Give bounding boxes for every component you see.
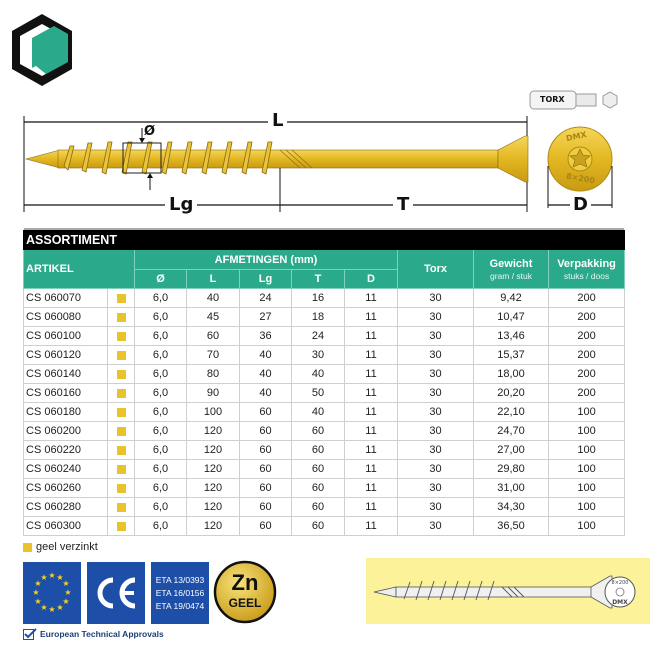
gewicht-cell: 13,46 bbox=[474, 327, 549, 346]
yellow-swatch-icon bbox=[117, 332, 126, 341]
header-afmetingen: AFMETINGEN (mm) bbox=[135, 250, 398, 270]
torx-cell: 30 bbox=[398, 441, 474, 460]
finish-swatch-cell bbox=[108, 327, 135, 346]
d-cell: 11 bbox=[345, 403, 398, 422]
l-cell: 40 bbox=[187, 289, 240, 308]
lg-cell: 60 bbox=[240, 460, 292, 479]
svg-text:★: ★ bbox=[40, 573, 48, 582]
gewicht-cell: 15,37 bbox=[474, 346, 549, 365]
header-lg: Lg bbox=[240, 270, 292, 289]
artikel-cell: CS 060080 bbox=[24, 308, 108, 327]
lg-cell: 27 bbox=[240, 308, 292, 327]
table-row bbox=[24, 517, 625, 536]
verpakking-cell: 200 bbox=[549, 308, 625, 327]
verpakking-cell: 100 bbox=[549, 403, 625, 422]
t-cell: 40 bbox=[292, 403, 345, 422]
verpakking-cell: 200 bbox=[549, 384, 625, 403]
yellow-swatch-icon bbox=[117, 522, 126, 531]
gewicht-cell: 34,30 bbox=[474, 498, 549, 517]
gewicht-cell: 18,00 bbox=[474, 365, 549, 384]
header-torx: Torx bbox=[398, 250, 474, 289]
d-cell: 11 bbox=[345, 479, 398, 498]
l-cell: 100 bbox=[187, 403, 240, 422]
svg-text:★: ★ bbox=[34, 597, 42, 606]
l-cell: 120 bbox=[187, 479, 240, 498]
yellow-swatch-icon bbox=[117, 446, 126, 455]
table-title: ASSORTIMENT bbox=[24, 231, 625, 250]
svg-text:★: ★ bbox=[62, 597, 70, 606]
d-cell: 6,0 bbox=[135, 498, 187, 517]
length-label: L bbox=[268, 110, 287, 131]
head-marking-top: DMX bbox=[565, 129, 588, 144]
eta-approvals-note bbox=[23, 628, 164, 640]
assortment-table bbox=[23, 230, 625, 536]
header-d: D bbox=[345, 270, 398, 289]
header-gewicht: Gewicht gram / stuk bbox=[474, 250, 549, 289]
header-artikel: ARTIKEL bbox=[24, 250, 135, 289]
finish-swatch-cell bbox=[108, 517, 135, 536]
d-cell: 11 bbox=[345, 327, 398, 346]
table-row bbox=[24, 498, 625, 517]
t-cell: 60 bbox=[292, 479, 345, 498]
d-cell: 6,0 bbox=[135, 289, 187, 308]
header-l: L bbox=[187, 270, 240, 289]
yellow-swatch-icon bbox=[117, 313, 126, 322]
verpakking-cell: 100 bbox=[549, 517, 625, 536]
torx-cell: 30 bbox=[398, 308, 474, 327]
torx-cell: 30 bbox=[398, 346, 474, 365]
gewicht-cell: 24,70 bbox=[474, 422, 549, 441]
yellow-swatch-icon bbox=[117, 389, 126, 398]
gewicht-cell: 36,50 bbox=[474, 517, 549, 536]
finish-legend bbox=[23, 541, 98, 553]
t-cell: 60 bbox=[292, 441, 345, 460]
lg-cell: 60 bbox=[240, 498, 292, 517]
d-cell: 6,0 bbox=[135, 517, 187, 536]
d-cell: 11 bbox=[345, 460, 398, 479]
verpakking-cell: 100 bbox=[549, 441, 625, 460]
verpakking-cell: 100 bbox=[549, 422, 625, 441]
verpakking-cell: 200 bbox=[549, 289, 625, 308]
d-cell: 11 bbox=[345, 289, 398, 308]
finish-swatch-cell bbox=[108, 289, 135, 308]
yellow-swatch-icon bbox=[117, 484, 126, 493]
artikel-cell: CS 060220 bbox=[24, 441, 108, 460]
d-cell: 6,0 bbox=[135, 346, 187, 365]
d-cell: 11 bbox=[345, 308, 398, 327]
artikel-cell: CS 060070 bbox=[24, 289, 108, 308]
table-row bbox=[24, 441, 625, 460]
svg-text:★: ★ bbox=[40, 603, 48, 612]
svg-text:★: ★ bbox=[56, 603, 64, 612]
eta-list bbox=[151, 562, 209, 624]
verpakking-cell: 100 bbox=[549, 498, 625, 517]
t-cell: 60 bbox=[292, 460, 345, 479]
table-row bbox=[24, 365, 625, 384]
artikel-cell: CS 060280 bbox=[24, 498, 108, 517]
d-cell: 6,0 bbox=[135, 479, 187, 498]
yellow-swatch-icon bbox=[117, 503, 126, 512]
eta-item: ETA 19/0474 bbox=[155, 600, 205, 611]
svg-text:★: ★ bbox=[48, 571, 56, 580]
artikel-cell: CS 060260 bbox=[24, 479, 108, 498]
lg-cell: 60 bbox=[240, 479, 292, 498]
finish-swatch-cell bbox=[108, 384, 135, 403]
d-cell: 6,0 bbox=[135, 460, 187, 479]
artikel-cell: CS 060180 bbox=[24, 403, 108, 422]
torx-cell: 30 bbox=[398, 517, 474, 536]
l-cell: 90 bbox=[187, 384, 240, 403]
d-cell: 6,0 bbox=[135, 403, 187, 422]
lg-cell: 40 bbox=[240, 365, 292, 384]
gewicht-cell: 9,42 bbox=[474, 289, 549, 308]
lg-cell: 60 bbox=[240, 517, 292, 536]
gewicht-cell: 22,10 bbox=[474, 403, 549, 422]
header-verpakking: Verpakking stuks / doos bbox=[549, 250, 625, 289]
gewicht-cell: 10,47 bbox=[474, 308, 549, 327]
gewicht-cell: 20,20 bbox=[474, 384, 549, 403]
table-row bbox=[24, 346, 625, 365]
verpakking-cell: 100 bbox=[549, 460, 625, 479]
d-cell: 11 bbox=[345, 441, 398, 460]
torx-cell: 30 bbox=[398, 384, 474, 403]
header-diameter: Ø bbox=[135, 270, 187, 289]
screw-profile-panel bbox=[366, 558, 650, 624]
lg-cell: 24 bbox=[240, 289, 292, 308]
finish-swatch-cell bbox=[108, 308, 135, 327]
artikel-cell: CS 060140 bbox=[24, 365, 108, 384]
gewicht-cell: 29,80 bbox=[474, 460, 549, 479]
l-cell: 120 bbox=[187, 460, 240, 479]
lg-cell: 40 bbox=[240, 346, 292, 365]
d-cell: 11 bbox=[345, 422, 398, 441]
t-cell: 50 bbox=[292, 384, 345, 403]
t-cell: 24 bbox=[292, 327, 345, 346]
table-row bbox=[24, 308, 625, 327]
verpakking-cell: 200 bbox=[549, 346, 625, 365]
zn-geel-badge bbox=[213, 560, 277, 624]
svg-text:★: ★ bbox=[48, 605, 56, 614]
torx-cell: 30 bbox=[398, 460, 474, 479]
l-cell: 120 bbox=[187, 441, 240, 460]
d-cell: 6,0 bbox=[135, 441, 187, 460]
table-row bbox=[24, 479, 625, 498]
torx-bit-label: TORX bbox=[540, 95, 565, 104]
t-cell: 60 bbox=[292, 517, 345, 536]
torx-cell: 30 bbox=[398, 289, 474, 308]
t-cell: 60 bbox=[292, 422, 345, 441]
t-cell: 40 bbox=[292, 365, 345, 384]
table-row bbox=[24, 327, 625, 346]
finish-swatch-cell bbox=[108, 422, 135, 441]
shank-length-label: T bbox=[393, 194, 413, 215]
torx-cell: 30 bbox=[398, 365, 474, 384]
t-cell: 60 bbox=[292, 498, 345, 517]
table-row bbox=[24, 289, 625, 308]
torx-cell: 30 bbox=[398, 422, 474, 441]
head-marking-bottom: 8×200 bbox=[565, 171, 596, 186]
lg-cell: 60 bbox=[240, 441, 292, 460]
head-diameter-label: D bbox=[570, 194, 591, 215]
secondary-marking-top: 8×200 bbox=[611, 580, 629, 586]
finish-swatch-cell bbox=[108, 479, 135, 498]
screw-dimension-diagram bbox=[0, 80, 650, 230]
table-row bbox=[24, 403, 625, 422]
verpakking-cell: 200 bbox=[549, 365, 625, 384]
eta-item: ETA 13/0393 bbox=[155, 574, 205, 585]
torx-cell: 30 bbox=[398, 327, 474, 346]
checkbox-check-icon bbox=[23, 628, 37, 640]
svg-text:★: ★ bbox=[56, 573, 64, 582]
table-row bbox=[24, 384, 625, 403]
svg-text:★: ★ bbox=[62, 579, 70, 588]
torx-cell: 30 bbox=[398, 403, 474, 422]
artikel-cell: CS 060100 bbox=[24, 327, 108, 346]
finish-swatch-cell bbox=[108, 460, 135, 479]
d-cell: 11 bbox=[345, 517, 398, 536]
l-cell: 45 bbox=[187, 308, 240, 327]
d-cell: 6,0 bbox=[135, 384, 187, 403]
l-cell: 70 bbox=[187, 346, 240, 365]
svg-text:★: ★ bbox=[64, 588, 72, 597]
yellow-swatch-icon bbox=[117, 370, 126, 379]
t-cell: 30 bbox=[292, 346, 345, 365]
d-cell: 6,0 bbox=[135, 365, 187, 384]
l-cell: 80 bbox=[187, 365, 240, 384]
torx-cell: 30 bbox=[398, 498, 474, 517]
artikel-cell: CS 060160 bbox=[24, 384, 108, 403]
finish-swatch-cell bbox=[108, 365, 135, 384]
l-cell: 120 bbox=[187, 517, 240, 536]
secondary-marking-bottom: DMX bbox=[612, 599, 628, 606]
d-cell: 11 bbox=[345, 498, 398, 517]
thread-length-label: Lg bbox=[165, 194, 197, 215]
d-cell: 6,0 bbox=[135, 327, 187, 346]
eta-item: ETA 16/0156 bbox=[155, 587, 205, 598]
lg-cell: 60 bbox=[240, 422, 292, 441]
zn-text: Zn bbox=[231, 570, 259, 595]
artikel-cell: CS 060120 bbox=[24, 346, 108, 365]
verpakking-cell: 200 bbox=[549, 327, 625, 346]
d-cell: 11 bbox=[345, 384, 398, 403]
svg-text:★: ★ bbox=[34, 579, 42, 588]
gewicht-cell: 27,00 bbox=[474, 441, 549, 460]
artikel-cell: CS 060240 bbox=[24, 460, 108, 479]
lg-cell: 60 bbox=[240, 403, 292, 422]
ce-mark-icon bbox=[87, 562, 145, 624]
diameter-label: Ø bbox=[144, 124, 156, 139]
t-cell: 16 bbox=[292, 289, 345, 308]
torx-cell: 30 bbox=[398, 479, 474, 498]
finish-swatch-cell bbox=[108, 441, 135, 460]
l-cell: 120 bbox=[187, 422, 240, 441]
finish-swatch-cell bbox=[108, 498, 135, 517]
d-cell: 11 bbox=[345, 365, 398, 384]
yellow-swatch-icon bbox=[117, 427, 126, 436]
approval-label: European Technical Approvals bbox=[40, 629, 164, 639]
lg-cell: 36 bbox=[240, 327, 292, 346]
header-t: T bbox=[292, 270, 345, 289]
t-cell: 18 bbox=[292, 308, 345, 327]
yellow-swatch-icon bbox=[117, 408, 126, 417]
yellow-swatch-icon bbox=[117, 351, 126, 360]
legend-label: geel verzinkt bbox=[36, 541, 98, 553]
svg-text:★: ★ bbox=[32, 588, 40, 597]
geel-text: GEEL bbox=[228, 596, 262, 610]
artikel-cell: CS 060200 bbox=[24, 422, 108, 441]
yellow-swatch-icon bbox=[117, 294, 126, 303]
d-cell: 6,0 bbox=[135, 422, 187, 441]
lg-cell: 40 bbox=[240, 384, 292, 403]
yellow-swatch-icon bbox=[117, 465, 126, 474]
artikel-cell: CS 060300 bbox=[24, 517, 108, 536]
yellow-swatch-icon bbox=[23, 543, 32, 552]
brand-logo-icon bbox=[10, 12, 74, 88]
eu-flag-icon bbox=[23, 562, 81, 624]
finish-swatch-cell bbox=[108, 403, 135, 422]
l-cell: 60 bbox=[187, 327, 240, 346]
l-cell: 120 bbox=[187, 498, 240, 517]
d-cell: 11 bbox=[345, 346, 398, 365]
d-cell: 6,0 bbox=[135, 308, 187, 327]
gewicht-cell: 31,00 bbox=[474, 479, 549, 498]
table-row bbox=[24, 422, 625, 441]
finish-swatch-cell bbox=[108, 346, 135, 365]
table-row bbox=[24, 460, 625, 479]
verpakking-cell: 100 bbox=[549, 479, 625, 498]
